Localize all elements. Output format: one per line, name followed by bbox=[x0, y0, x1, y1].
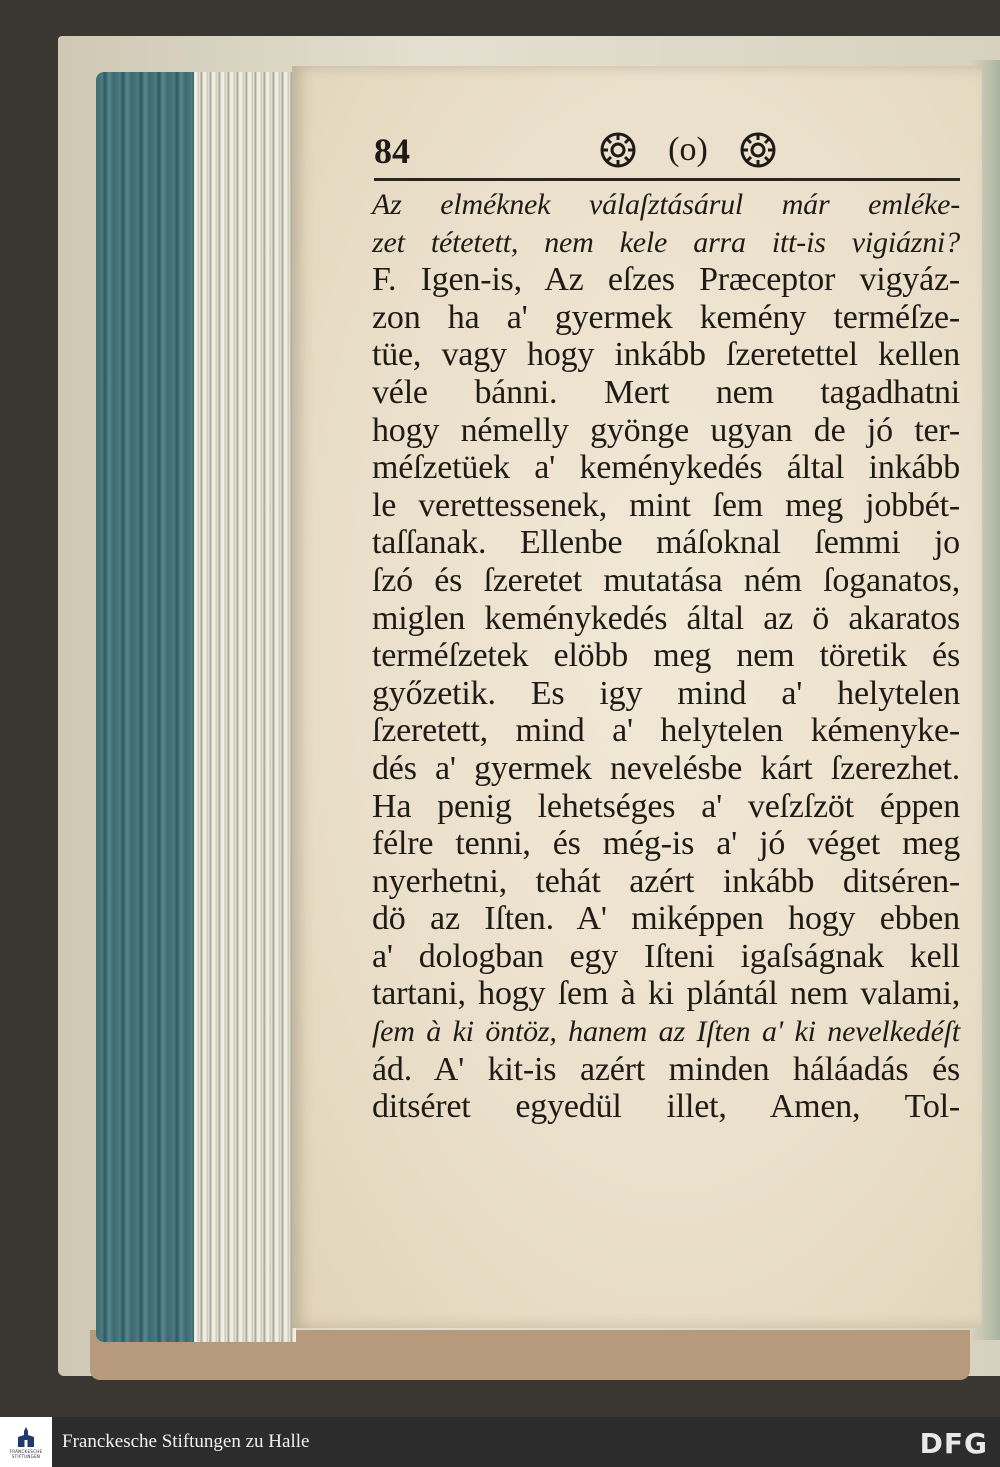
text-line: félre tenni, és még-is a' jó véget meg bbox=[372, 825, 960, 863]
text-line: hogy némelly gyönge ugyan de jó ter- bbox=[372, 411, 960, 449]
text-line: nyerhetni, tehát azért inkább ditséren- bbox=[372, 862, 960, 900]
institution-name[interactable]: Franckesche Stiftungen zu Halle bbox=[62, 1431, 310, 1452]
page-header bbox=[374, 130, 960, 178]
rosette-ornament-icon bbox=[598, 130, 638, 170]
text-line: ſem à ki öntöz, hanem az Iſten a' ki nevelkedéſt bbox=[372, 1015, 960, 1049]
text-line: tartani, hogy ſem à ki plántál nem valami, bbox=[372, 975, 960, 1013]
text-line: F. Igen-is, Az eſzes Præceptor vigyáz- bbox=[372, 261, 960, 299]
text-line: győzetik. Es igy mind a' helytelen bbox=[372, 674, 960, 712]
page-number: 84 bbox=[374, 131, 410, 171]
header-rule bbox=[374, 178, 960, 181]
page-stack bbox=[194, 72, 296, 1342]
header-ornament bbox=[598, 128, 778, 172]
text-line: miglen keménykedés által az ö akaratos bbox=[372, 599, 960, 637]
text-line: tüe, vagy hogy inkább ſzeretettel kellen bbox=[372, 336, 960, 374]
viewer-footer bbox=[0, 1417, 1000, 1467]
text-line: a' dologban egy Iſteni igaſságnak kell bbox=[372, 937, 960, 975]
dfg-logo[interactable]: DFG bbox=[919, 1427, 988, 1460]
text-line: méſzetüek a' keménykedés által inkább bbox=[372, 449, 960, 487]
rosette-ornament-icon bbox=[738, 130, 778, 170]
logo-text-line2: STIFTUNGEN bbox=[11, 1454, 41, 1459]
text-line: ád. A' kit-is azért minden háláadás és bbox=[372, 1050, 960, 1088]
text-line: zet tétetett, nem kele arra itt-is vigiázni? bbox=[372, 225, 960, 259]
text-line: véle bánni. Mert nem tagadhatni bbox=[372, 373, 960, 411]
text-line: Az elméknek válaſztásárul már emléke- bbox=[372, 188, 960, 221]
institution-logo[interactable] bbox=[0, 1417, 52, 1467]
text-line: terméſzetek elöbb meg nem töretik és bbox=[372, 637, 960, 675]
building-logo-icon bbox=[14, 1425, 38, 1449]
text-line: ſzeretett, mind a' helytelen kémenyke- bbox=[372, 712, 960, 750]
text-line: dö az Iſten. A' miképpen hogy ebben bbox=[372, 900, 960, 938]
text-line: taſſanak. Ellenbe máſoknal ſemmi jo bbox=[372, 524, 960, 562]
ornament-center-glyph: (o) bbox=[668, 131, 708, 168]
logo-text-line1: FRANCKESCHE bbox=[9, 1449, 43, 1454]
text-line: zon ha a' gyermek kemény terméſze- bbox=[372, 298, 960, 336]
text-line: Ha penig lehetséges a' veſzſzöt éppen bbox=[372, 787, 960, 825]
page-text bbox=[372, 186, 960, 1126]
text-line: ſzó és ſzeretet mutatása ném ſoganatos, bbox=[372, 561, 960, 599]
text-line: ditséret egyedül illet, Amen, Tol- bbox=[372, 1088, 960, 1126]
text-line: dés a' gyermek nevelésbe kárt ſzerezhet. bbox=[372, 749, 960, 787]
text-line: le verettessenek, mint ſem meg jobbét- bbox=[372, 486, 960, 524]
